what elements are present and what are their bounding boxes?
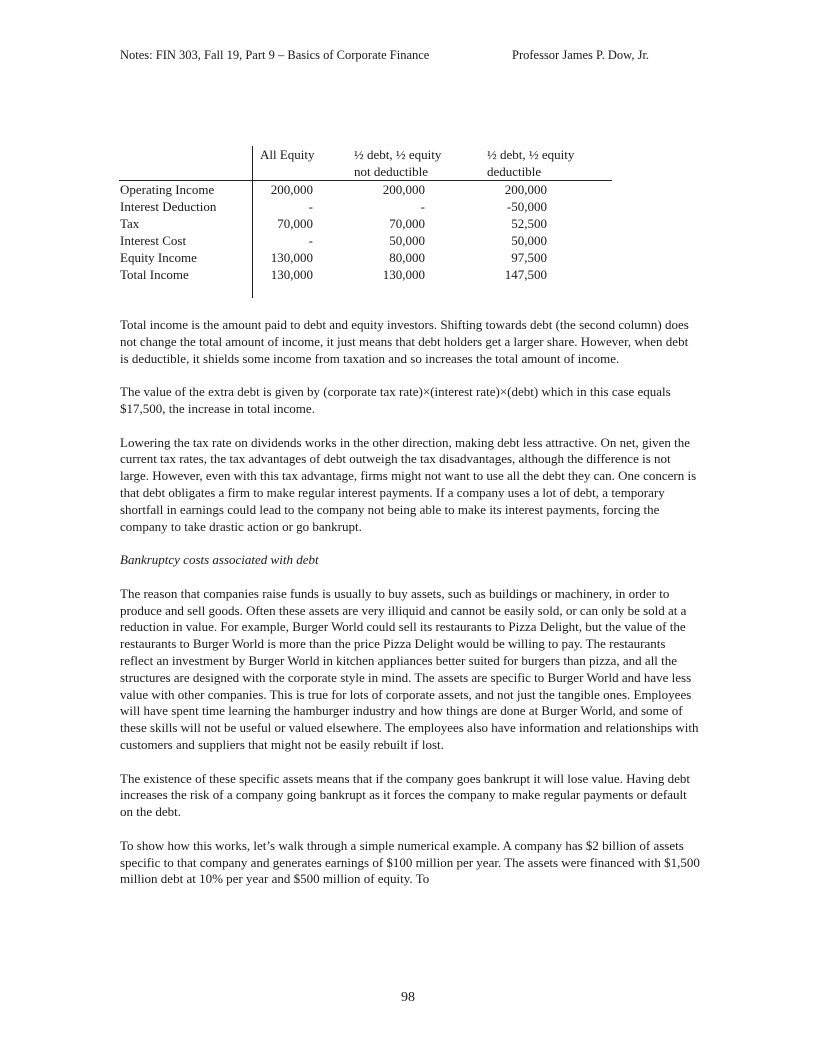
course-title: Notes: FIN 303, Fall 19, Part 9 – Basics of Corporate Finance [120,48,430,62]
cell-deductible: 147,500 [504,267,547,282]
cell-not-deductible: 70,000 [389,216,425,231]
paragraph: The existence of these specific assets means that if the company goes bankrupt it will lose value. Having debt increases the risk of a company going bankrupt as it forces the company to make regular payments or default on the debt. [120,770,691,820]
row-label: Interest Cost [120,233,187,248]
cell-deductible: 200,000 [504,182,547,197]
cell-deductible: 52,500 [511,216,547,231]
page-header [120,48,696,63]
cell-deductible: 97,500 [511,250,547,265]
table-row [119,249,613,266]
cell-not-deductible: 130,000 [382,267,425,282]
paragraph: To show how this works, let’s walk through a simple numerical example. A company has $2 billion of assets specific to that company and generates earnings of $100 million per year. The assets were financed with $1,500 million debt at 10% per year and $500 million of equity. To [120,837,700,887]
table-row [119,181,613,198]
section-heading: Bankruptcy costs associated with debt [120,552,319,568]
column-header-deductible: ½ debt, ½ equity deductible [487,147,575,179]
cell-not-deductible: 200,000 [382,182,425,197]
table-row [119,198,613,215]
cell-not-deductible: - [420,199,425,214]
cell-deductible: -50,000 [506,199,547,214]
page-number: 98 [401,990,415,1005]
paragraph: The reason that companies raise funds is usually to buy assets, such as buildings or machinery, in order to produce and sell goods. Often these assets are very illiquid and cannot be easily sold, or can only be sold at a reduction in value. For example, Burger World could sell its restaurants to Pizza Delight, but the value of the restaurants to Burger World is more than the price Pizza Delight would be willing to pay. The restaurants reflect an investment by Burger World in kitchen appliances better suited for burgers than pizza, and all the structures are designed with the corporate style in mind. The assets are specific to Burger World and have less value with other companies. This is true for lots of corporate assets, and not just the tangible ones. Employees will have spent time learning the hamburger industry and how things are done at Burger World, and some of these skills will not be useful or valued elsewhere. The employees also have information and relationships with customers and suppliers that might not be easily rebuilt if lost. [120,585,699,752]
column-header-not-deductible: ½ debt, ½ equity not deductible [354,147,442,179]
cell-all-equity: - [308,233,313,248]
row-label: Total Income [120,267,189,282]
row-label: Tax [120,216,140,231]
cell-deductible: 50,000 [511,233,547,248]
cell-all-equity: 70,000 [277,216,313,231]
body-text [120,317,700,905]
row-label: Operating Income [120,182,215,197]
row-label: Interest Deduction [120,199,217,214]
paragraph: Lowering the tax rate on dividends works in the other direction, making debt less attractive. On net, given the current tax rates, the tax advantages of debt outweigh the tax disadvantages, although the difference is not large. However, even with this tax advantage, firms might not want to use all the debt they can. One concern is that debt obligates a firm to make regular interest payments. If a company uses a lot of debt, a temporary shortfall in earnings could lead to the company not being able to make its interest payments, forcing the company to take drastic action or go bankrupt. [120,434,697,534]
table-row [119,215,613,232]
table-row [119,232,613,249]
paragraph: Total income is the amount paid to debt and equity investors. Shifting towards debt (the second column) does not change the total amount of income, it just means that debt holders get a larger share. However, when debt is deductible, it shields some income from taxation and so increases the total amount of income. [120,317,689,366]
paragraph: The value of the extra debt is given by (corporate tax rate)×(interest rate)×(debt) which in this case equals $17,500, the increase in total income. [120,384,671,416]
table-row [119,266,613,283]
income-comparison-table [119,146,613,300]
cell-not-deductible: 80,000 [389,250,425,265]
cell-all-equity: - [308,199,313,214]
row-label: Equity Income [120,250,197,265]
column-header-all-equity: All Equity [260,147,315,162]
cell-all-equity: 130,000 [270,250,313,265]
cell-all-equity: 200,000 [270,182,313,197]
cell-all-equity: 130,000 [270,267,313,282]
cell-not-deductible: 50,000 [389,233,425,248]
professor-name: Professor James P. Dow, Jr. [512,48,650,62]
